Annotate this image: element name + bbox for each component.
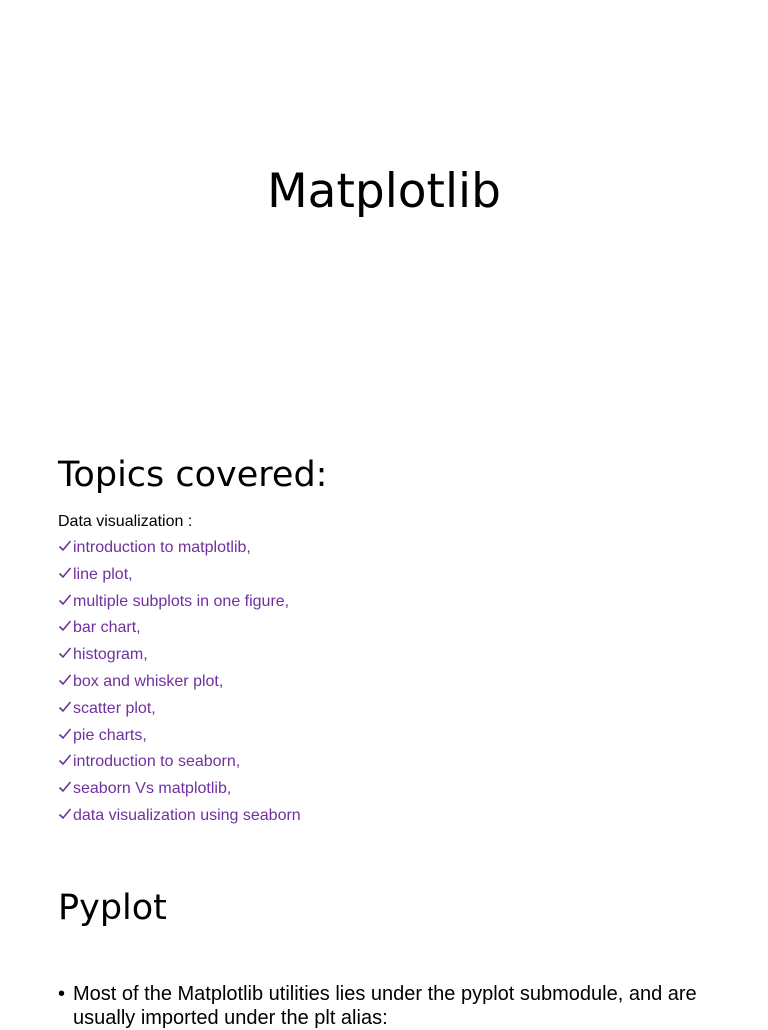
checkmark-icon bbox=[58, 753, 72, 767]
topic-label: scatter plot, bbox=[73, 699, 156, 717]
pyplot-heading: Pyplot bbox=[58, 888, 167, 928]
topic-item bbox=[58, 617, 301, 644]
topic-item bbox=[58, 564, 301, 591]
topic-list bbox=[58, 537, 301, 832]
checkmark-icon bbox=[58, 807, 72, 821]
checkmark-icon bbox=[58, 727, 72, 741]
topic-item bbox=[58, 778, 301, 805]
bullet-marker: • bbox=[58, 983, 66, 1005]
checkmark-icon bbox=[58, 700, 72, 714]
topic-label: histogram, bbox=[73, 646, 148, 664]
checkmark-icon bbox=[58, 539, 72, 553]
topic-item bbox=[58, 725, 301, 752]
pyplot-bullet bbox=[58, 982, 718, 1030]
checkmark-icon bbox=[58, 593, 72, 607]
checkmark-icon bbox=[58, 646, 72, 660]
topic-item bbox=[58, 805, 301, 832]
topic-item bbox=[58, 671, 301, 698]
checkmark-icon bbox=[58, 619, 72, 633]
checkmark-icon bbox=[58, 780, 72, 794]
checkmark-icon bbox=[58, 673, 72, 687]
topic-item bbox=[58, 644, 301, 671]
topic-item bbox=[58, 698, 301, 725]
topic-label: data visualization using seaborn bbox=[73, 806, 301, 824]
topic-label: bar chart, bbox=[73, 619, 141, 637]
slide-title: Matplotlib bbox=[267, 164, 501, 219]
topic-label: box and whisker plot, bbox=[73, 672, 224, 690]
topic-label: introduction to seaborn, bbox=[73, 753, 241, 771]
topic-label: multiple subplots in one figure, bbox=[73, 592, 290, 610]
topic-label: pie charts, bbox=[73, 726, 147, 744]
data-visualization-label: Data visualization : bbox=[58, 513, 193, 530]
topic-item bbox=[58, 537, 301, 564]
topic-label: seaborn Vs matplotlib, bbox=[73, 780, 232, 798]
topics-heading: Topics covered: bbox=[58, 455, 328, 495]
topic-label: introduction to matplotlib, bbox=[73, 539, 251, 556]
bullet-text: Most of the Matplotlib utilities lies under the pyplot submodule, and are usually imported under the plt alias: bbox=[73, 983, 697, 1029]
topic-item bbox=[58, 751, 301, 778]
checkmark-icon bbox=[58, 566, 72, 580]
topic-item bbox=[58, 591, 301, 618]
topic-label: line plot, bbox=[73, 565, 133, 583]
